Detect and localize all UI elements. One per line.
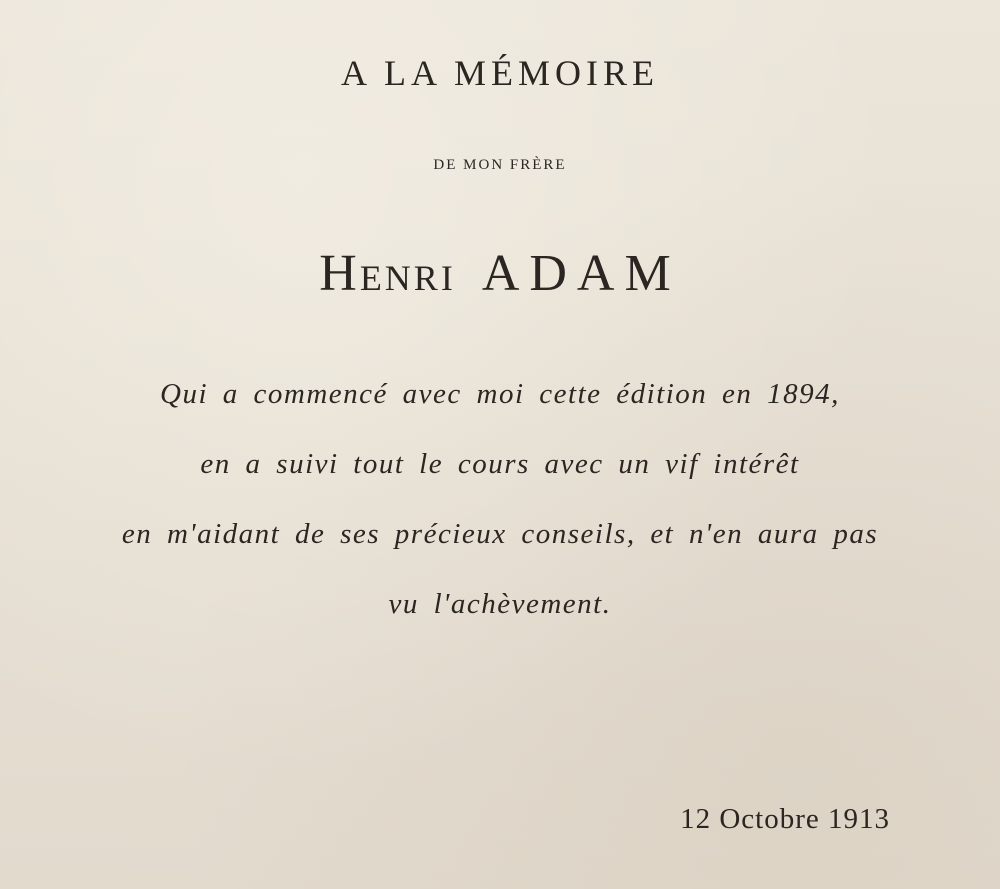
dedication-line: en m'aidant de ses précieux conseils, et n'en aura pas: [121, 518, 879, 550]
dedication-line: vu l'achèvement.: [388, 588, 612, 620]
dedication-date: 12 Octobre 1913: [680, 803, 890, 835]
dedicatee-first-name: Henri: [319, 245, 456, 302]
dedication-line: Qui a commencé avec moi cette édition en 1894,: [160, 378, 840, 410]
dedicatee-name: [0, 244, 1000, 303]
memorial-heading: A LA MÉMOIRE: [340, 53, 659, 93]
dedication-line: en a suivi tout le cours avec un vif intérêt: [200, 448, 800, 480]
memorial-subheading: DE MON FRÈRE: [433, 157, 567, 173]
dedicatee-last-name: ADAM: [481, 245, 681, 302]
